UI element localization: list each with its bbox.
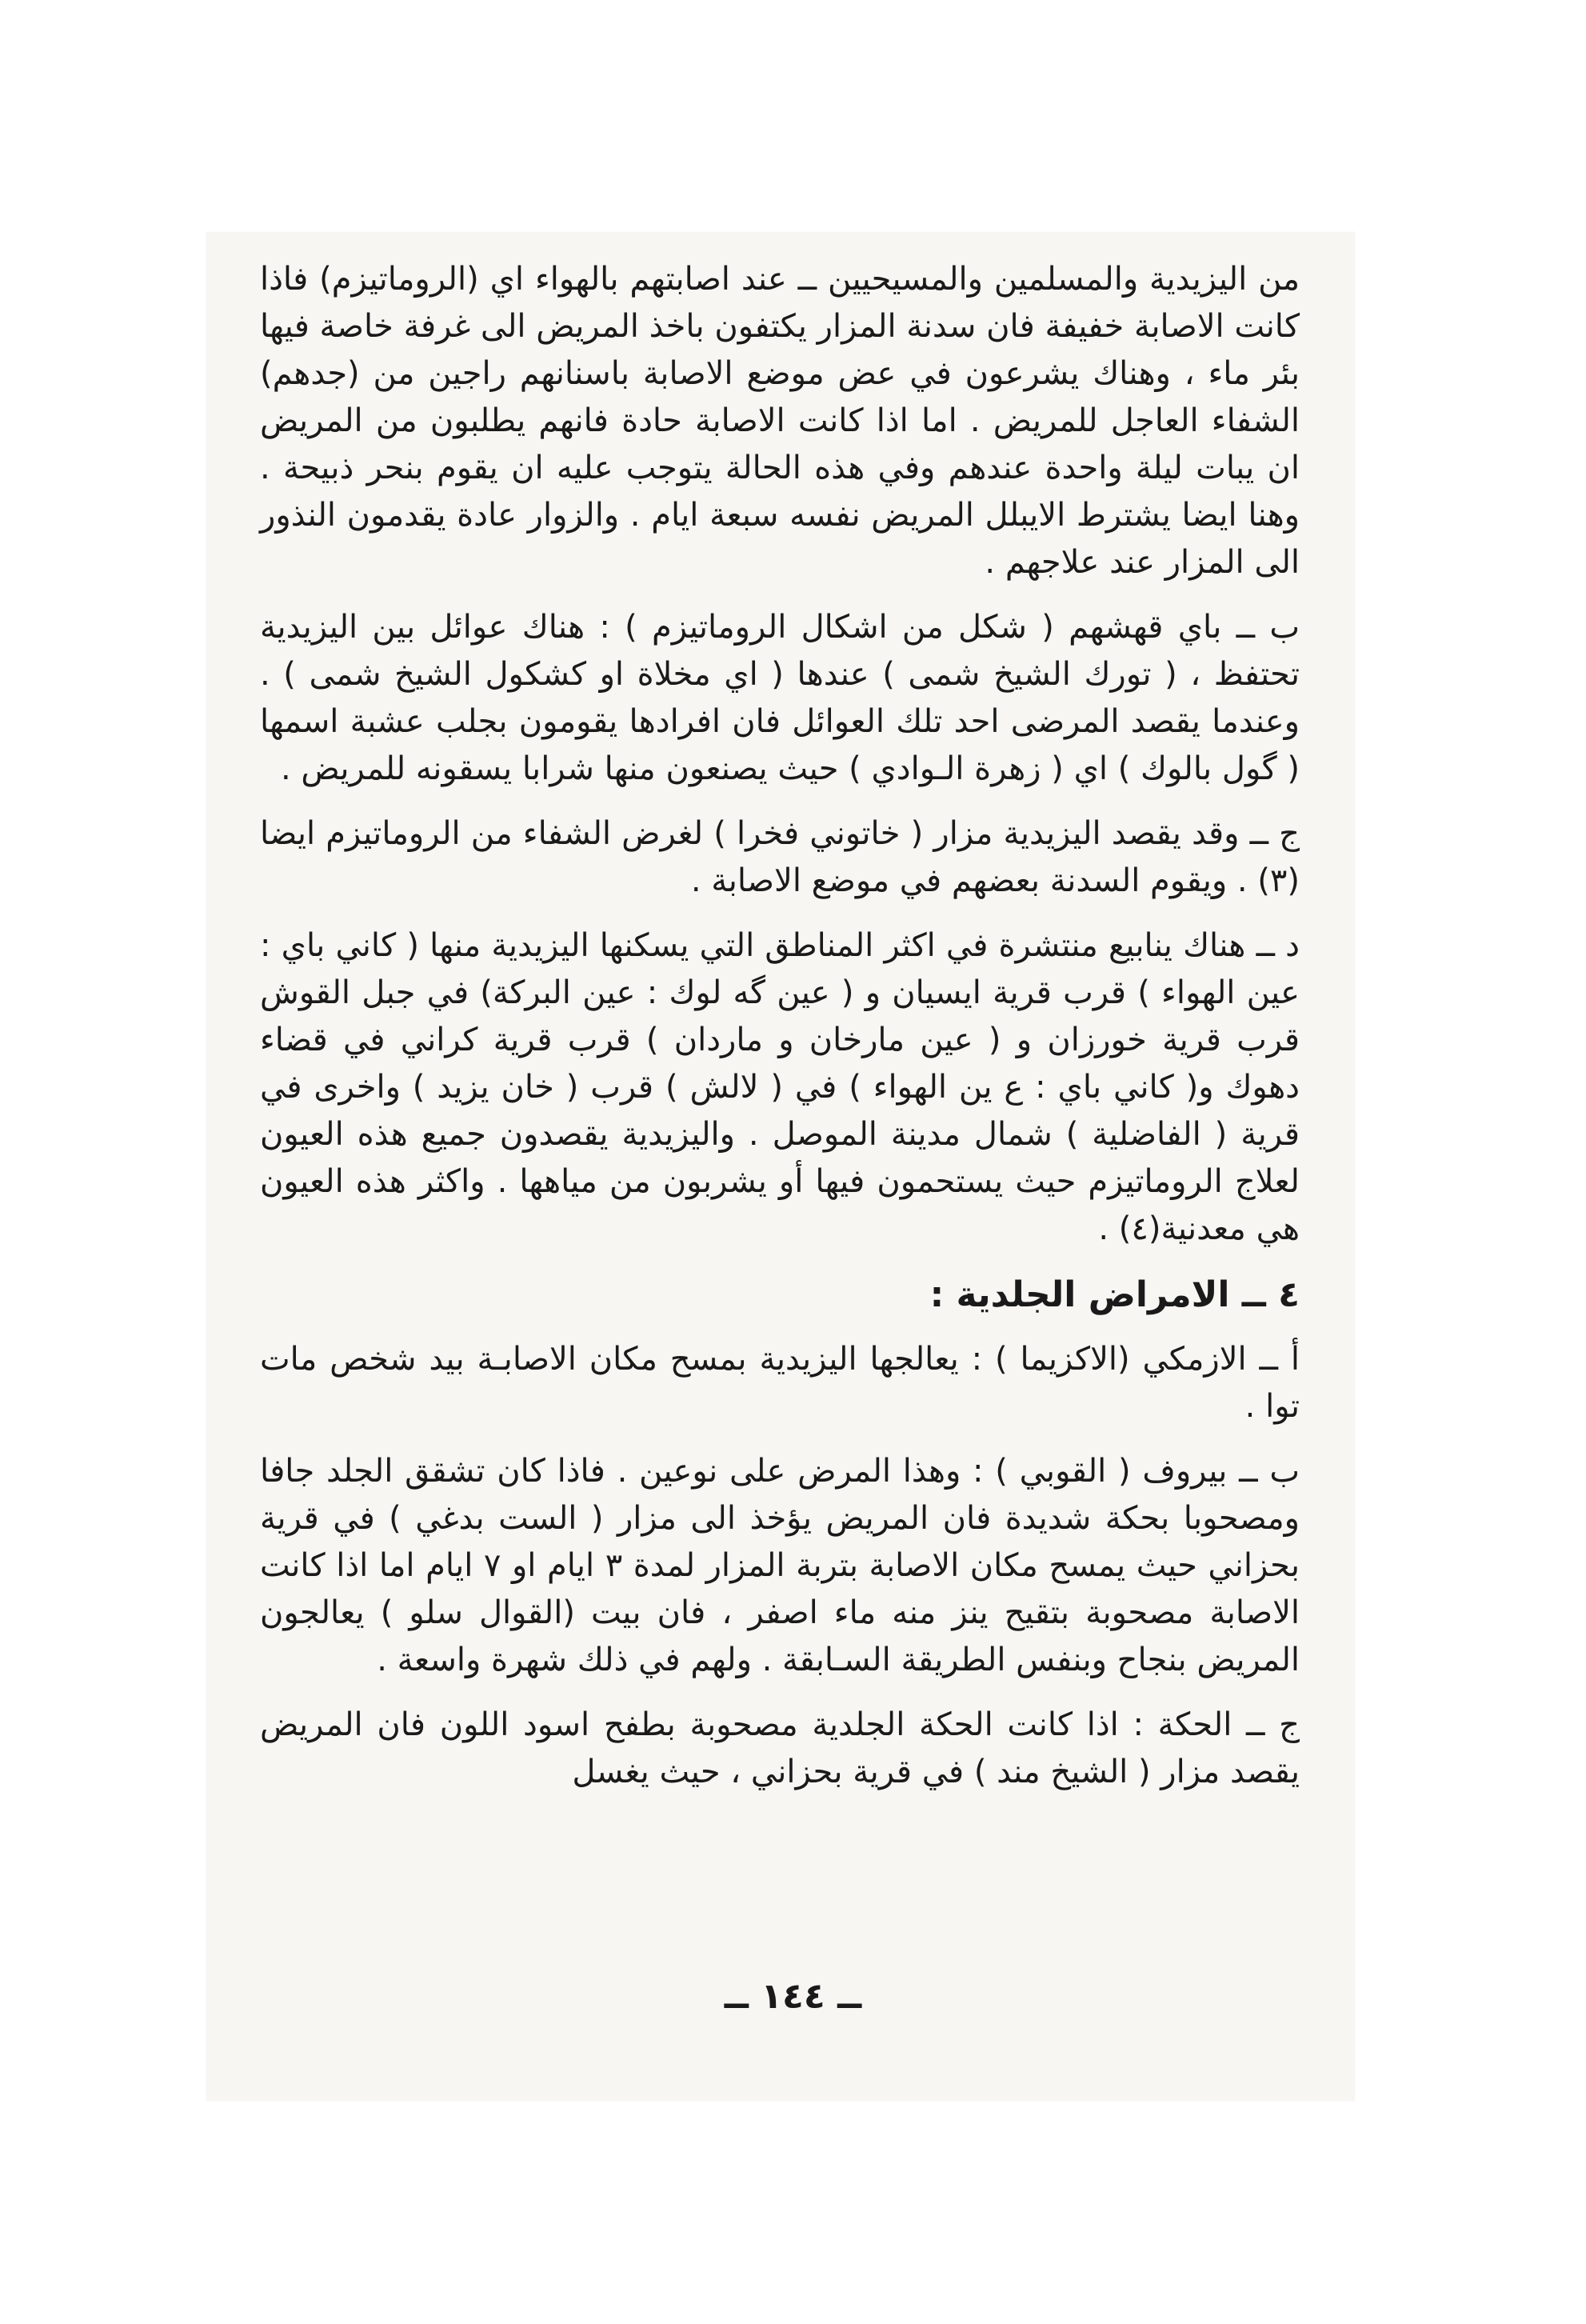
- paragraph-skin-c: ج ــ الحكة : اذا كانت الحكة الجلدية مصحوبة بطفح اسود اللون فان المريض يقصد مزار ( الشيخ مند ) في قرية بحزاني ، حيث يغسل: [260, 1706, 1300, 1790]
- page-number: ــ ١٤٤ ــ: [724, 1976, 862, 2017]
- paragraph-skin-a: أ ــ الازمكي (الاكزيما ) : يعالجها اليزيدية بمسح مكان الاصابـة بيد شخص مات توا .: [260, 1341, 1300, 1425]
- paragraph-d: د ــ هناك ينابيع منتشرة في اكثر المناطق التي يسكنها اليزيدية منها ( كاني باي : عين الهواء ) قرب قرية ايسيان و ( عين گه لوك : عين البركة) في جبل القوش قرب قرية خورزان و ( عين مارخان و ماردان ) قرب قرية كراني في قضاء دهوك و( كاني باي : ع ين الهواء ) في ( لالش ) قرب ( خان يزيد ) واخرى في قرية ( الفاضلية ) شمال مدينة الموصل . واليزيدية يقصدون جميع هذه العيون لعلاج الروماتيزم حيث يستحمون فيها أو يشربون من مياهها . واكثر هذه العيون هي معدنية(٤) .: [260, 927, 1300, 1247]
- paragraph-b: ب ــ باي قهشهم ( شكل من اشكال الروماتيزم ) : هناك عوائل بين اليزيدية تحتفظ ، ( تورك الشيخ شمى ) عندها ( اي مخلاة او كشكول الشيخ شمى ) . وعندما يقصد المرضى احد تلك العوائل فان افرادها يقومون بجلب عشبة اسمها ( گول بالوك ) اي ( زهرة الـوادي ) حيث يصنعون منها شرابا يسقونه للمريض .: [260, 609, 1300, 787]
- paragraph-c: ج ــ وقد يقصد اليزيدية مزار ( خاتوني فخرا ) لغرض الشفاء من الروماتيزم ايضا (٣) . ويقوم السدنة بعضهم في موضع الاصابة .: [260, 815, 1300, 899]
- paragraph-skin-b: ب ــ بيروف ( القوبي ) : وهذا المرض على نوعين . فاذا كان تشقق الجلد جافا ومصحوبا بحكة شديدة فان المريض يؤخذ الى مزار ( الست بدغي ) في قرية بحزاني حيث يمسح مكان الاصابة بتربة المزار لمدة ٣ ايام او ٧ ايام اما اذا كانت الاصابة مصحوبة بتقيح ينز منه ماء اصفر ، فان بيت (القوال سلو ) يعالجون المريض بنجاح وبنفس الطريقة السـابقة . ولهم في ذلك شهرة واسعة .: [260, 1453, 1300, 1678]
- paragraph-intro: من اليزيدية والمسلمين والمسيحيين ــ عند اصابتهم بالهواء اي (الروماتيزم) فاذا كانت الاصابة خفيفة فان سدنة المزار يكتفون باخذ المريض الى غرفة خاصة فيها بئر ماء ، وهناك يشرعون في عض موضع الاصابة باسنانهم راجين من (جدهم) الشفاء العاجل للمريض . اما اذا كانت الاصابة حادة فانهم يطلبون من المريض ان يبات ليلة واحدة عندهم وفي هذه الحالة يتوجب عليه ان يقوم بنحر ذبيحة . وهنا ايضا يشترط الايبلل المريض نفسه سبعة ايام . والزوار عادة يقدمون النذور الى المزار عند علاجهم .: [260, 261, 1300, 581]
- body-text: [260, 256, 1300, 1814]
- section-heading: ٤ ــ الامراض الجلدية :: [929, 1274, 1300, 1315]
